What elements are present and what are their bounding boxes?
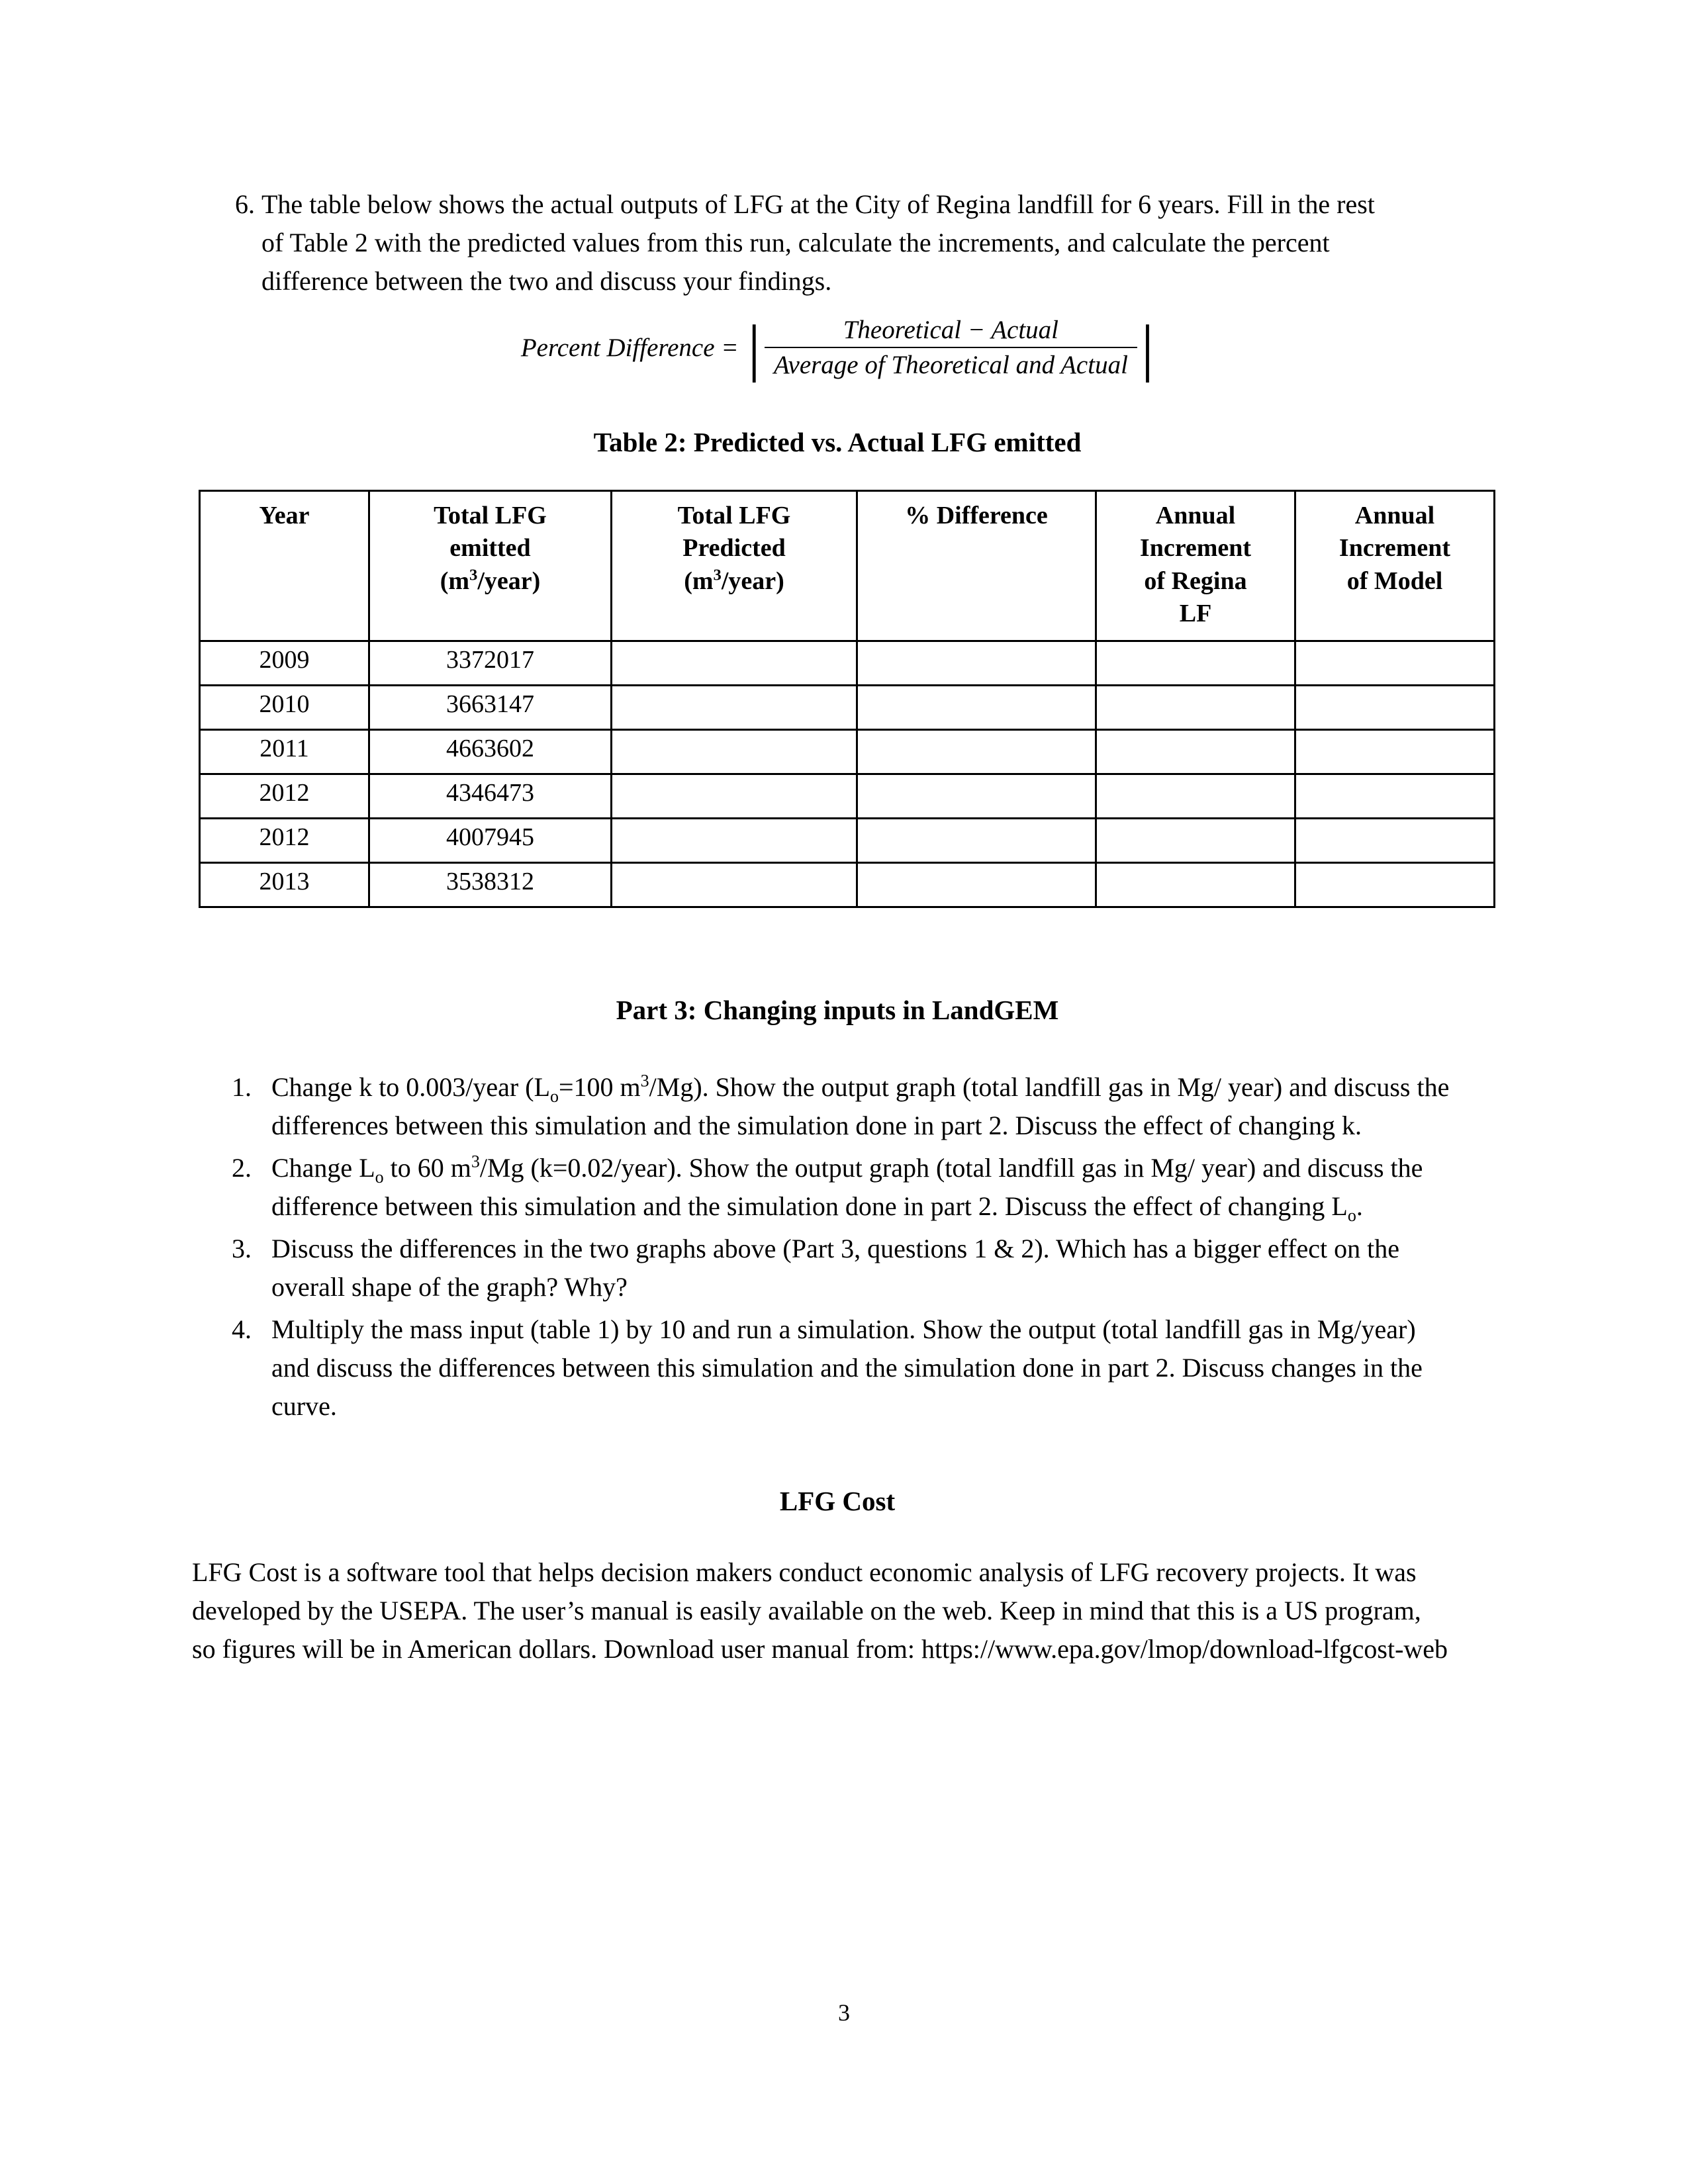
cell-difference[interactable]	[857, 729, 1096, 774]
th-total-lfg-predicted	[612, 491, 857, 641]
cell-difference[interactable]	[857, 818, 1096, 862]
list-item	[199, 1310, 1476, 1426]
cell-increment-regina[interactable]	[1096, 729, 1295, 774]
th-predicted-units: $(m^3/year)$	[684, 566, 784, 595]
cell-predicted[interactable]	[612, 641, 857, 685]
list-item-text: Multiply the mass input (table 1) by 10 and run a simulation. Show the output (total landfill gas in Mg/year) and discuss the differences between this simulation and the simulation done in part 2. Discuss changes in the curve.	[271, 1314, 1423, 1421]
th-total-lfg-emitted	[369, 491, 612, 641]
table-row	[200, 862, 1495, 907]
th-inc-regina-line4: LF	[1179, 600, 1212, 628]
list-item-text: Discuss the differences in the two graphs above (Part 3, questions 1 & 2). Which has a bigger effect on the overall shape of the graph? Why?	[271, 1233, 1400, 1302]
question-6	[199, 185, 1476, 300]
superscript-3: 3	[640, 1071, 649, 1091]
table-row	[200, 729, 1495, 774]
th-inc-model-line3: of Model	[1346, 567, 1443, 595]
page-number: 3	[838, 1999, 850, 2026]
question-6-text: The table below shows the actual outputs of LFG at the City of Regina landfill for 6 years. Fill in the rest of Table 2 with the predicted values from this run, calculate the increments, and calculate the percent difference between the two and discuss your findings.	[261, 189, 1375, 296]
cell-emitted: 3538312	[369, 862, 612, 907]
th-emitted-line2: emitted	[449, 534, 531, 563]
list-item-number: 1.	[232, 1071, 252, 1102]
cell-increment-regina[interactable]	[1096, 818, 1295, 862]
list-item	[199, 1230, 1476, 1306]
th-inc-regina-line3: of Regina	[1144, 567, 1247, 595]
absolute-bar-left: |	[747, 311, 761, 383]
cell-emitted: 4007945	[369, 818, 612, 862]
th-predicted-line1: Total LFG	[677, 502, 791, 529]
cell-year: 2012	[200, 818, 369, 862]
lfg-cost-paragraph: LFG Cost is a software tool that helps decision makers conduct economic analysis of LFG recovery projects. It was developed by the USEPA. The user’s manual is easily available on the web. Keep in mind that this is a US program, so figures will be in American dollars. Download user manual from: https://www.epa.gov/lmop/download-lfgcost-web	[192, 1557, 1448, 1664]
cell-increment-model[interactable]	[1295, 685, 1495, 729]
cell-increment-model[interactable]	[1295, 774, 1495, 818]
cell-increment-model[interactable]	[1295, 862, 1495, 907]
list-item	[199, 1149, 1476, 1226]
cell-increment-regina[interactable]	[1096, 641, 1295, 685]
cell-difference[interactable]	[857, 862, 1096, 907]
formula-numerator: Theoretical − Actual	[843, 316, 1059, 344]
table-header-row	[200, 491, 1495, 641]
th-emitted-units: $(m^3/year)$	[440, 566, 541, 595]
lfg-cost-heading: LFG Cost	[779, 1485, 896, 1516]
cell-emitted: 3372017	[369, 641, 612, 685]
cell-emitted: 4663602	[369, 729, 612, 774]
list-item-number: 3.	[232, 1233, 252, 1263]
cell-year: 2010	[200, 685, 369, 729]
cell-year: 2011	[200, 729, 369, 774]
th-annual-increment-regina	[1096, 491, 1295, 641]
formula-label: Percent Difference =	[520, 333, 739, 362]
cell-predicted[interactable]	[612, 774, 857, 818]
cell-increment-regina[interactable]	[1096, 685, 1295, 729]
cell-emitted: 4346473	[369, 774, 612, 818]
th-predicted-line2: Predicted	[682, 534, 786, 563]
table-row	[200, 641, 1495, 685]
cell-increment-model[interactable]	[1295, 729, 1495, 774]
subscript-o: o	[375, 1167, 384, 1187]
th-inc-regina-line1: Annual	[1155, 502, 1236, 529]
predicted-vs-actual-table	[199, 490, 1495, 908]
th-inc-model-line2: Increment	[1338, 534, 1451, 563]
list-item	[199, 1068, 1476, 1145]
formula-fraction	[761, 315, 1141, 380]
subscript-o-2: o	[1347, 1205, 1356, 1225]
superscript-3: 3	[471, 1152, 480, 1171]
cell-difference[interactable]	[857, 641, 1096, 685]
cell-predicted[interactable]	[612, 818, 857, 862]
cell-year: 2013	[200, 862, 369, 907]
formula-denominator: Average of Theoretical and Actual	[765, 347, 1137, 380]
cell-difference[interactable]	[857, 685, 1096, 729]
table-row	[200, 818, 1495, 862]
cell-predicted[interactable]	[612, 685, 857, 729]
part3-list	[199, 1068, 1476, 1426]
cell-difference[interactable]	[857, 774, 1096, 818]
th-emitted-line1: Total LFG	[434, 502, 547, 529]
table-caption: Table 2: Predicted vs. Actual LFG emitted	[593, 427, 1082, 457]
cell-emitted: 3663147	[369, 685, 612, 729]
part3-heading: Part 3: Changing inputs in LandGEM	[616, 994, 1059, 1025]
page-content	[192, 185, 1476, 1668]
th-percent-difference: % Difference	[857, 491, 1096, 641]
list-item-number: 2.	[232, 1152, 252, 1183]
cell-increment-model[interactable]	[1295, 818, 1495, 862]
table-row	[200, 685, 1495, 729]
th-year: Year	[200, 491, 369, 641]
th-inc-regina-line2: Increment	[1139, 534, 1252, 563]
percent-difference-formula	[199, 311, 1476, 383]
th-annual-increment-model	[1295, 491, 1495, 641]
cell-increment-model[interactable]	[1295, 641, 1495, 685]
subscript-o: o	[550, 1086, 559, 1106]
cell-increment-regina[interactable]	[1096, 862, 1295, 907]
cell-predicted[interactable]	[612, 729, 857, 774]
absolute-bar-right: |	[1141, 311, 1154, 383]
table-row	[200, 774, 1495, 818]
cell-predicted[interactable]	[612, 862, 857, 907]
question-6-number: 6.	[235, 189, 255, 219]
list-item-number: 4.	[232, 1314, 252, 1344]
list-item-text: Change k to 0.003/year ($L_o=100$ $m^3/Mg$). Show the output graph (total landfill gas in Mg/ year) and discuss the differences between this simulation and the simulation done in part 2. Discuss the effect of changing k.	[271, 1071, 1450, 1140]
cell-year: 2009	[200, 641, 369, 685]
cell-increment-regina[interactable]	[1096, 774, 1295, 818]
list-item-text: Change $L_o$ to 60 $m^3/Mg$ (k=0.02/year). Show the output graph (total landfill gas in Mg/ year) and discuss the difference between this simulation and the simulation done in part 2. Discuss the effect of changing $L_o$.	[271, 1152, 1423, 1225]
cell-year: 2012	[200, 774, 369, 818]
th-inc-model-line1: Annual	[1354, 502, 1435, 529]
